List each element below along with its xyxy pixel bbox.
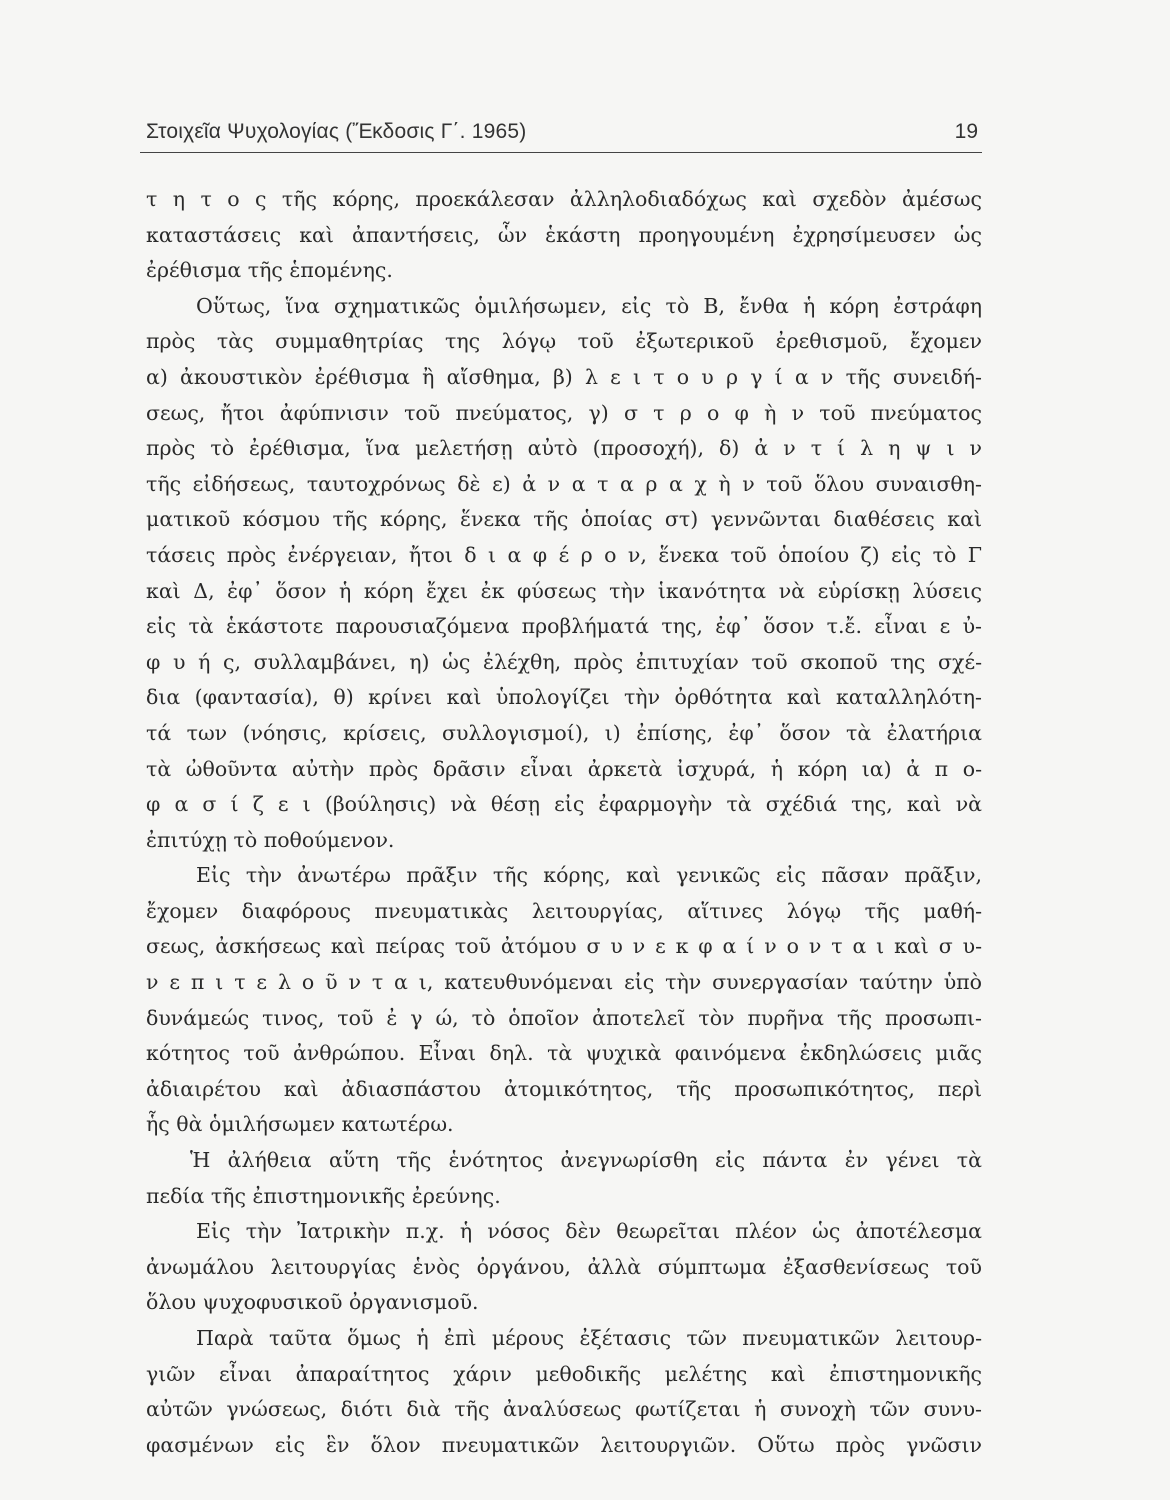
text-line: ἔχομεν διαφόρους πνευματικὰς λειτουργίας, αἵτινες λόγῳ τῆς μαθή- bbox=[146, 898, 982, 923]
text-line: α) ἀκουστικὸν ἐρέθισμα ἢ αἴσθημα, β) λ ε ι τ ο υ ρ γ ί α ν τῆς συνειδή- bbox=[146, 364, 982, 389]
text-line: Εἰς τὴν Ἰατρικὴν π.χ. ἡ νόσος δὲν θεωρεῖται πλέον ὡς ἀποτέλεσμα bbox=[196, 1219, 982, 1244]
text-line: τ η τ ο ς τῆς κόρης, προεκάλεσαν ἀλληλοδιαδόχως καὶ σχεδὸν ἀμέσως bbox=[146, 187, 982, 211]
text-line: ἀδιαιρέτου καὶ ἀδιασπάστου ἀτομικότητος, τῆς προσωπικότητος, περὶ bbox=[146, 1076, 982, 1101]
text-line: ἐπιτύχῃ τὸ ποθούμενον. bbox=[146, 827, 395, 852]
text-line: Οὕτως, ἵνα σχηματικῶς ὁμιλήσωμεν, εἰς τὸ Β, ἔνθα ἡ κόρη ἐστράφη bbox=[196, 293, 982, 318]
text-line: Εἰς τὴν ἀνωτέρω πρᾶξιν τῆς κόρης, καὶ γενικῶς εἰς πᾶσαν πρᾶξιν, bbox=[196, 863, 982, 888]
text-line: γιῶν εἶναι ἀπαραίτητος χάριν μεθοδικῆς μελέτης καὶ ἐπιστημονικῆς bbox=[146, 1361, 982, 1386]
text-line: Ἡ ἀλήθεια αὕτη τῆς ἑνότητος ἀνεγνωρίσθη εἰς πάντα ἐν γένει τὰ bbox=[190, 1148, 982, 1173]
text-line: κότητος τοῦ ἀνθρώπου. Εἶναι δηλ. τὰ ψυχικὰ φαινόμενα ἐκδηλώσεις μιᾶς bbox=[146, 1041, 982, 1066]
text-line: τάσεις πρὸς ἐνέργειαν, ἤτοι δ ι α φ έ ρ ο ν, ἕνεκα τοῦ ὁποίου ζ) εἰς τὸ Γ bbox=[146, 542, 982, 567]
text-line: φασμένων εἰς ἓν ὅλον πνευματικῶν λειτουργιῶν. Οὕτω πρὸς γνῶσιν bbox=[146, 1432, 982, 1457]
text-line: εἰς τὰ ἑκάστοτε παρουσιαζόμενα προβλήματά της, ἐφ᾿ ὅσον τ.ἔ. εἶναι ε ὐ- bbox=[146, 614, 982, 639]
text-line: ἀνωμάλου λειτουργίας ἑνὸς ὀργάνου, ἀλλὰ σύμπτωμα ἐξασθενίσεως τοῦ bbox=[146, 1254, 982, 1279]
text-line: ἐρέθισμα τῆς ἑπομένης. bbox=[146, 258, 393, 283]
text-line: πρὸς τὸ ἐρέθισμα, ἵνα μελετήσῃ αὐτὸ (προσοχή), δ) ἀ ν τ ί λ η ψ ι ν bbox=[146, 436, 982, 461]
text-line: δυνάμεώς τινος, τοῦ ἐ γ ώ, τὸ ὁποῖον ἀποτελεῖ τὸν πυρῆνα τῆς προσωπι- bbox=[146, 1005, 982, 1030]
text-line: ἧς θὰ ὁμιλήσωμεν κατωτέρω. bbox=[146, 1112, 454, 1137]
text-line: σεως, ἀσκήσεως καὶ πείρας τοῦ ἀτόμου σ υ ν ε κ φ α ί ν ο ν τ α ι καὶ σ υ- bbox=[146, 934, 982, 959]
header-title: Στοιχεῖα Ψυχολογίας (Ἔκδοσις Γ΄. 1965) bbox=[146, 120, 527, 143]
text-line: τά των (νόησις, κρίσεις, συλλογισμοί), ι) ἐπίσης, ἐφ᾿ ὅσον τὰ ἐλατήρια bbox=[146, 720, 982, 745]
text-line: σεως, ἤτοι ἀφύπνισιν τοῦ πνεύματος, γ) σ τ ρ ο φ ὴ ν τοῦ πνεύματος bbox=[146, 400, 982, 425]
text-line: ματικοῦ κόσμου τῆς κόρης, ἕνεκα τῆς ὁποίας στ) γεννῶνται διαθέσεις καὶ bbox=[146, 507, 982, 532]
text-line: δια (φαντασία), θ) κρίνει καὶ ὑπολογίζει τὴν ὀρθότητα καὶ καταλληλότη- bbox=[146, 685, 982, 710]
page-number: 19 bbox=[954, 120, 978, 143]
running-header bbox=[140, 112, 982, 153]
text-line: Παρὰ ταῦτα ὅμως ἡ ἐπὶ μέρους ἐξέτασις τῶν πνευματικῶν λειτουρ- bbox=[196, 1326, 982, 1350]
text-line: ν ε π ι τ ε λ ο ῦ ν τ α ι, κατευθυνόμεναι εἰς τὴν συνεργασίαν ταύτην ὑπὸ bbox=[146, 970, 982, 995]
text-line: πρὸς τὰς συμμαθητρίας της λόγῳ τοῦ ἐξωτερικοῦ ἐρεθισμοῦ, ἔχομεν bbox=[146, 329, 982, 354]
text-line: πεδία τῆς ἐπιστημονικῆς ἐρεύνης. bbox=[146, 1183, 501, 1208]
body-text bbox=[146, 182, 982, 1463]
text-line: τῆς εἰδήσεως, ταυτοχρόνως δὲ ε) ἀ ν α τ α ρ α χ ὴ ν τοῦ ὅλου συναισθη- bbox=[146, 471, 982, 496]
text-line: φ α σ ί ζ ε ι (βούλησις) νὰ θέσῃ εἰς ἐφαρμογὴν τὰ σχέδιά της, καὶ νὰ bbox=[146, 792, 982, 817]
text-line: αὐτῶν γνώσεως, διότι διὰ τῆς ἀναλύσεως φωτίζεται ἡ συνοχὴ τῶν συνυ- bbox=[146, 1397, 982, 1422]
text-line: καταστάσεις καὶ ἀπαντήσεις, ὧν ἑκάστη προηγουμένη ἐχρησίμευσεν ὡς bbox=[146, 222, 982, 247]
book-page bbox=[140, 112, 982, 1457]
text-line: καὶ Δ, ἐφ᾿ ὅσον ἡ κόρη ἔχει ἐκ φύσεως τὴν ἱκανότητα νὰ εὑρίσκῃ λύσεις bbox=[146, 578, 982, 603]
text-line: τὰ ὠθοῦντα αὐτὴν πρὸς δρᾶσιν εἶναι ἀρκετὰ ἰσχυρά, ἡ κόρη ια) ἀ π ο- bbox=[146, 756, 982, 781]
text-line: φ υ ή ς, συλλαμβάνει, η) ὡς ἐλέχθη, πρὸς ἐπιτυχίαν τοῦ σκοποῦ της σχέ- bbox=[146, 649, 982, 674]
text-line: ὅλου ψυχοφυσικοῦ ὀργανισμοῦ. bbox=[146, 1290, 479, 1315]
